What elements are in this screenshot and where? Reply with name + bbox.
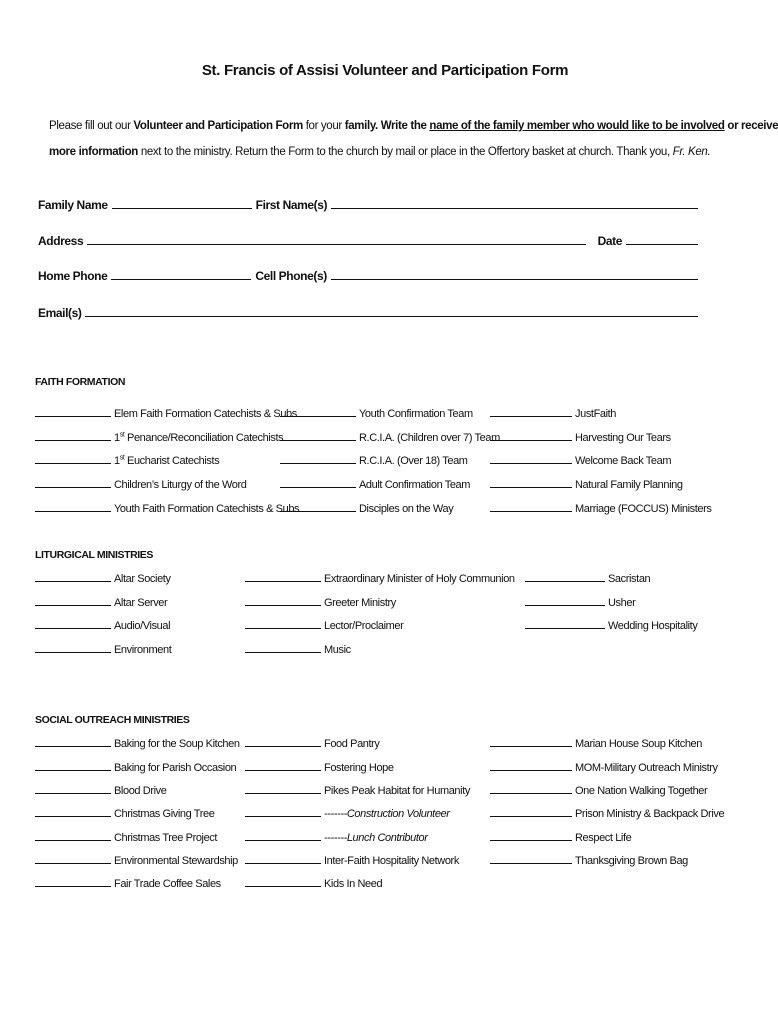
- list-item[interactable]: Environment: [35, 644, 171, 656]
- signup-blank[interactable]: [35, 462, 111, 464]
- list-item[interactable]: 1st Eucharist Catechists: [35, 455, 219, 467]
- list-item[interactable]: Welcome Back Team: [490, 455, 671, 467]
- intro-line-1: Please fill out our Volunteer and Participation Form for your family. Write the name of the family member who would like to be involved or receive: [49, 120, 778, 132]
- signup-blank[interactable]: [280, 486, 356, 488]
- signup-blank[interactable]: [245, 792, 321, 794]
- list-item[interactable]: Baking for Parish Occasion: [35, 762, 236, 774]
- signup-blank[interactable]: [280, 415, 356, 417]
- list-item[interactable]: Extraordinary Minister of Holy Communion: [245, 573, 515, 585]
- form-title: St. Francis of Assisi Volunteer and Participation Form: [201, 62, 569, 79]
- signup-blank[interactable]: [35, 862, 111, 864]
- list-item[interactable]: Youth Confirmation Team: [280, 408, 473, 420]
- signup-blank[interactable]: [35, 815, 111, 817]
- email-row: [38, 306, 702, 320]
- list-item[interactable]: Youth Faith Formation Catechists & Subs: [35, 503, 299, 515]
- list-item[interactable]: Wedding Hospitality: [525, 620, 697, 632]
- signup-blank[interactable]: [490, 862, 572, 864]
- list-item[interactable]: Food Pantry: [245, 738, 380, 750]
- list-item[interactable]: Altar Server: [35, 597, 167, 609]
- list-item[interactable]: Music: [245, 644, 351, 656]
- list-item[interactable]: Environmental Stewardship: [35, 855, 238, 867]
- signup-blank[interactable]: [35, 580, 111, 582]
- signup-blank[interactable]: [35, 769, 111, 771]
- signup-blank[interactable]: [35, 792, 111, 794]
- signup-blank[interactable]: [35, 627, 111, 629]
- list-item[interactable]: Marriage (FOCCUS) Ministers: [490, 503, 712, 515]
- list-item[interactable]: Usher: [525, 597, 635, 609]
- date-label: Date: [597, 234, 622, 248]
- signup-blank[interactable]: [35, 651, 111, 653]
- list-item[interactable]: JustFaith: [490, 408, 616, 420]
- signup-blank[interactable]: [490, 769, 572, 771]
- signup-blank[interactable]: [490, 510, 572, 512]
- email-label: Email(s): [38, 306, 82, 320]
- signup-blank[interactable]: [490, 439, 572, 441]
- list-item[interactable]: Children’s Liturgy of the Word: [35, 479, 247, 491]
- social-outreach-heading: SOCIAL OUTREACH MINISTRIES: [35, 714, 190, 726]
- home-phone-field[interactable]: [111, 278, 251, 280]
- list-item[interactable]: Adult Confirmation Team: [280, 479, 470, 491]
- list-item[interactable]: Fair Trade Coffee Sales: [35, 878, 221, 890]
- address-field[interactable]: [87, 243, 585, 245]
- signup-blank[interactable]: [245, 651, 321, 653]
- address-label: Address: [38, 234, 84, 248]
- list-item[interactable]: Marian House Soup Kitchen: [490, 738, 702, 750]
- signup-blank[interactable]: [490, 486, 572, 488]
- family-name-row: [38, 198, 702, 212]
- signup-blank[interactable]: [490, 415, 572, 417]
- list-item[interactable]: Audio/Visual: [35, 620, 170, 632]
- signup-blank[interactable]: [280, 510, 356, 512]
- signup-blank[interactable]: [245, 627, 321, 629]
- signup-blank[interactable]: [245, 839, 321, 841]
- signup-blank[interactable]: [525, 604, 605, 606]
- signup-blank[interactable]: [245, 885, 321, 887]
- signup-blank[interactable]: [490, 815, 572, 817]
- email-field[interactable]: [85, 315, 698, 317]
- list-item[interactable]: Respect Life: [490, 832, 631, 844]
- family-name-field[interactable]: [112, 207, 252, 209]
- signup-blank[interactable]: [245, 580, 321, 582]
- list-item[interactable]: 1st Penance/Reconciliation Catechists: [35, 432, 283, 444]
- list-item[interactable]: Sacristan: [525, 573, 650, 585]
- list-item[interactable]: Kids In Need: [245, 878, 382, 890]
- list-item[interactable]: Inter-Faith Hospitality Network: [245, 855, 459, 867]
- cell-phone-field[interactable]: [331, 278, 698, 280]
- faith-formation-heading: FAITH FORMATION: [35, 376, 126, 388]
- signup-blank[interactable]: [490, 792, 572, 794]
- family-name-label: Family Name: [38, 198, 108, 212]
- list-item[interactable]: R.C.I.A. (Children over 7) Team: [280, 432, 500, 444]
- first-names-label: First Name(s): [255, 198, 328, 212]
- signup-blank[interactable]: [525, 580, 605, 582]
- signup-blank[interactable]: [525, 627, 605, 629]
- signup-blank[interactable]: [35, 839, 111, 841]
- list-item[interactable]: Christmas Tree Project: [35, 832, 217, 844]
- list-item[interactable]: MOM-Military Outreach Ministry: [490, 762, 718, 774]
- list-item[interactable]: Blood Drive: [35, 785, 166, 797]
- signup-blank[interactable]: [280, 439, 356, 441]
- list-item[interactable]: Lector/Proclaimer: [245, 620, 403, 632]
- address-row: [38, 234, 702, 248]
- list-item[interactable]: -------Lunch Contributor: [245, 832, 427, 844]
- signup-blank[interactable]: [245, 815, 321, 817]
- signup-blank[interactable]: [490, 745, 572, 747]
- list-item[interactable]: One Nation Walking Together: [490, 785, 707, 797]
- list-item[interactable]: -------Construction Volunteer: [245, 808, 450, 820]
- list-item[interactable]: Harvesting Our Tears: [490, 432, 671, 444]
- list-item[interactable]: Greeter Ministry: [245, 597, 396, 609]
- list-item[interactable]: R.C.I.A. (Over 18) Team: [280, 455, 468, 467]
- liturgical-ministries-heading: LITURGICAL MINISTRIES: [35, 549, 153, 561]
- home-phone-label: Home Phone: [38, 269, 108, 283]
- signup-blank[interactable]: [245, 862, 321, 864]
- list-item[interactable]: Natural Family Planning: [490, 479, 683, 491]
- first-names-field[interactable]: [331, 207, 698, 209]
- list-item[interactable]: Fostering Hope: [245, 762, 394, 774]
- cell-phone-label: Cell Phone(s): [255, 269, 327, 283]
- date-field[interactable]: [626, 243, 698, 245]
- signup-blank[interactable]: [35, 604, 111, 606]
- list-item[interactable]: Altar Society: [35, 573, 171, 585]
- signup-blank[interactable]: [245, 769, 321, 771]
- signup-blank[interactable]: [35, 415, 111, 417]
- signup-blank[interactable]: [35, 439, 111, 441]
- signup-blank[interactable]: [490, 839, 572, 841]
- list-item[interactable]: Christmas Giving Tree: [35, 808, 214, 820]
- list-item[interactable]: Pikes Peak Habitat for Humanity: [245, 785, 470, 797]
- signup-blank[interactable]: [245, 745, 321, 747]
- list-item[interactable]: Elem Faith Formation Catechists & Subs: [35, 408, 297, 420]
- signup-blank[interactable]: [35, 745, 111, 747]
- signup-blank[interactable]: [35, 510, 111, 512]
- signup-blank[interactable]: [35, 885, 111, 887]
- list-item[interactable]: Prison Ministry & Backpack Drive: [490, 808, 724, 820]
- list-item[interactable]: Baking for the Soup Kitchen: [35, 738, 240, 750]
- list-item[interactable]: Thanksgiving Brown Bag: [490, 855, 688, 867]
- signup-blank[interactable]: [490, 462, 572, 464]
- phone-row: [38, 269, 702, 283]
- signup-blank[interactable]: [245, 604, 321, 606]
- list-item[interactable]: Disciples on the Way: [280, 503, 453, 515]
- intro-line-2: more information next to the ministry. Return the Form to the church by mail or place in the Offertory basket at church. Thank you, Fr. Ken.: [49, 146, 711, 158]
- signup-blank[interactable]: [280, 462, 356, 464]
- signup-blank[interactable]: [35, 486, 111, 488]
